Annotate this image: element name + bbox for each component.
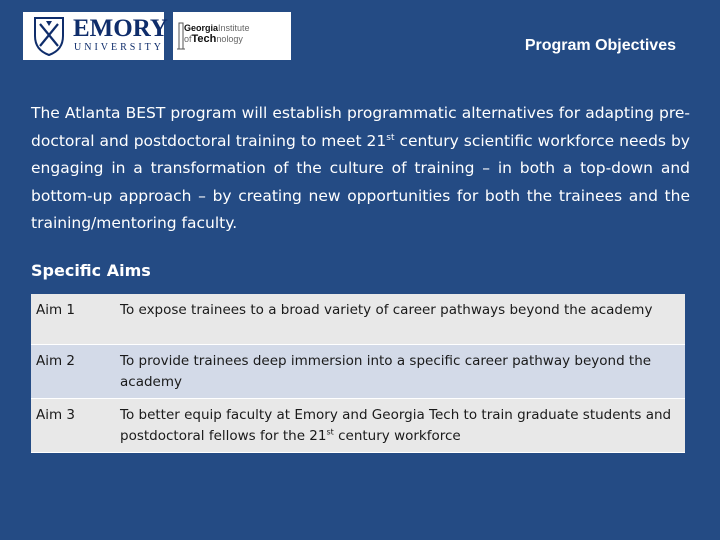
intro-paragraph [31, 100, 690, 238]
gt-line2-thin: nology [216, 34, 243, 44]
table-row [31, 294, 685, 344]
gt-line1-bold: Georgia [184, 23, 219, 33]
georgia-tech-logo [173, 12, 291, 60]
aim-description: To expose trainees to a broad variety of career pathways beyond the academy [115, 294, 685, 344]
emory-university-wordmark: UNIVERSITY [74, 42, 164, 53]
emory-logo [23, 12, 168, 60]
intro-text-2: century scientific workforce needs by engaging in a transformation of the culture of training – in both a top-down and bottom-up approach – by creating new opportunities for both the trainees and the training/mentoring faculty. [31, 131, 690, 232]
gt-line2-bold: Tech [191, 33, 217, 45]
aim3-superscript: st [326, 427, 334, 436]
aims-table [31, 294, 685, 453]
gt-line1-thin: Institute [218, 23, 250, 33]
aim3-text-2: century workforce [333, 427, 461, 444]
specific-aims-heading: Specific Aims [31, 261, 151, 280]
emory-wordmark: EMORY [73, 15, 168, 42]
table-row [31, 398, 685, 452]
emory-shield-icon [29, 14, 69, 58]
aim-description: To provide trainees deep immersion into a specific career pathway beyond the academy [115, 344, 685, 398]
aim-description [115, 398, 685, 452]
page-title: Program Objectives [524, 37, 676, 54]
table-row [31, 344, 685, 398]
intro-superscript: st [386, 132, 395, 143]
aim-label: Aim 3 [31, 398, 115, 452]
aim3-text-1: To better equip faculty at Emory and Georgia Tech to train graduate students and postdoctoral fellows for the 21 [120, 406, 672, 444]
gt-line2-prefix: of [184, 34, 192, 44]
aim-label: Aim 2 [31, 344, 115, 398]
intro-text-1: The Atlanta BEST program will establish programmatic alternatives for adapting pre-doctoral and postdoctoral training to meet 21 [31, 104, 690, 150]
aim-label: Aim 1 [31, 294, 115, 344]
